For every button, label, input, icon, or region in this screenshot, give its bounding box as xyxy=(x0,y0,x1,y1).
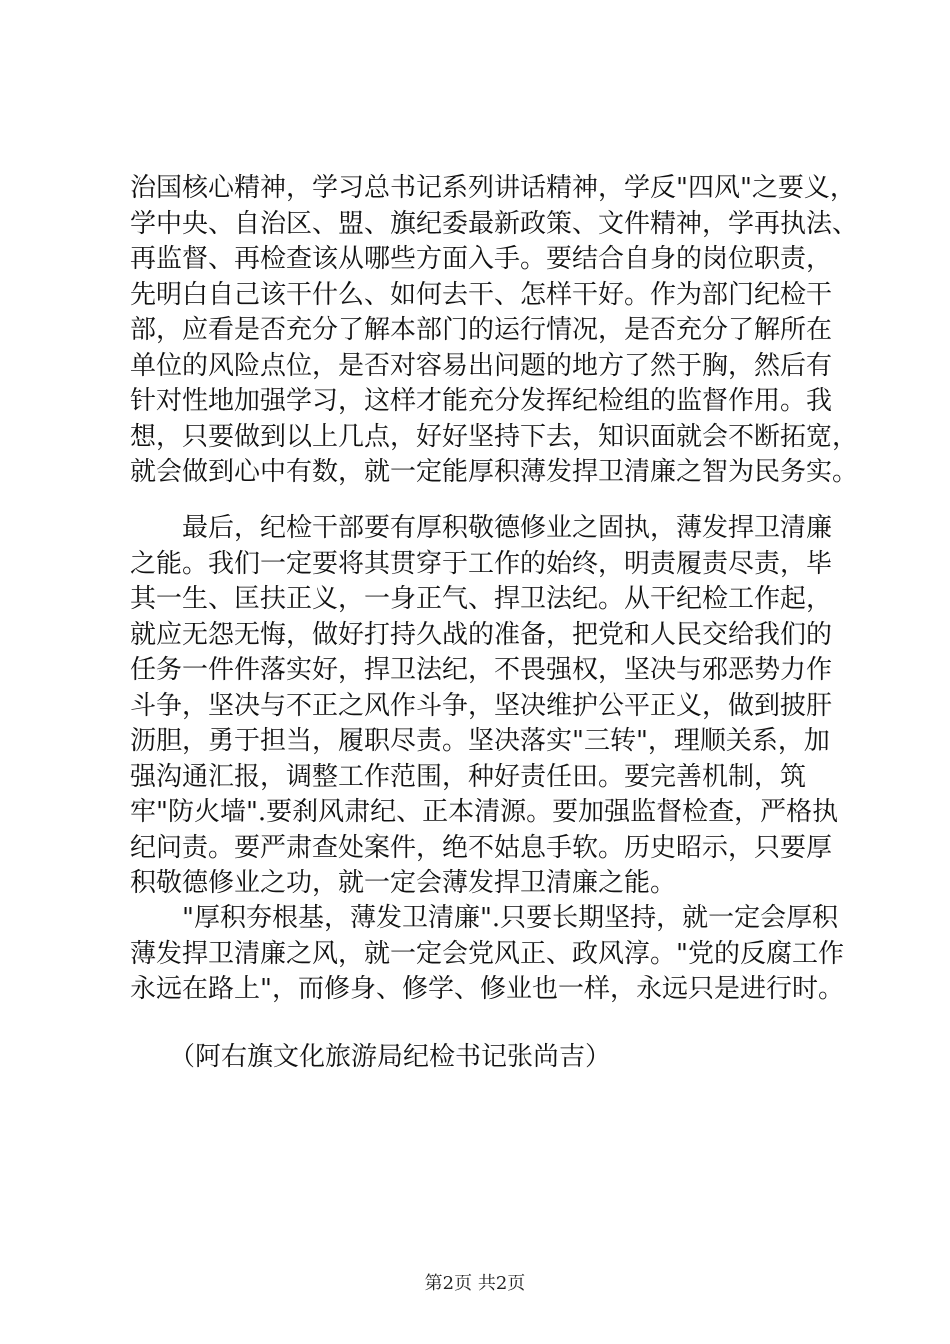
text-line: 学中央、自治区、盟、旗纪委最新政策、文件精神，学再执法、 xyxy=(130,209,859,239)
text-line: 针对性地加强学习，这样才能充分发挥纪检组的监督作用。我 xyxy=(130,386,833,416)
text-line: 纪问责。要严肃查处案件，绝不姑息手软。历史昭示，只要厚 xyxy=(130,833,833,863)
text-line: 积敬德修业之功，就一定会薄发捍卫清廉之能。 xyxy=(130,868,677,898)
text-line: 就会做到心中有数，就一定能厚积薄发捍卫清廉之智为民务实。 xyxy=(130,457,859,487)
text-line: 再监督、再检查该从哪些方面入手。要结合自身的岗位职责， xyxy=(130,244,833,274)
text-line: 其一生、匡扶正义，一身正气、捍卫法纪。从干纪检工作起， xyxy=(130,584,833,614)
text-line: 治国核心精神，学习总书记系列讲话精神，学反"四风"之要义， xyxy=(130,173,856,203)
page-number-footer: 第2页 共2页 xyxy=(424,1273,526,1294)
text-line: 薄发捍卫清廉之风，就一定会党风正、政风淳。"党的反腐工作 xyxy=(130,939,844,969)
text-line: 想，只要做到以上几点，好好坚持下去，知识面就会不断拓宽， xyxy=(130,422,859,452)
text-line: 沥胆，勇于担当，履职尽责。坚决落实"三转"，理顺关系，加 xyxy=(130,726,830,756)
text-line: 强沟通汇报，调整工作范围，种好责任田。要完善机制，筑 xyxy=(130,762,807,792)
text-line: 就应无怨无悔，做好打持久战的准备，把党和人民交给我们的 xyxy=(130,620,833,650)
text-line: 任务一件件落实好，捍卫法纪，不畏强权，坚决与邪恶势力作 xyxy=(130,655,833,685)
text-line: 永远在路上"，而修身、修学、修业也一样，永远只是进行时。 xyxy=(130,974,844,1004)
author-signature: （阿右旗文化旅游局纪检书记张尚吉） xyxy=(130,1042,612,1072)
text-line: 先明白自己该干什么、如何去干、怎样干好。作为部门纪检干 xyxy=(130,280,833,310)
text-line: 牢"防火墙".要刹风肃纪、正本清源。要加强监督检查，严格执 xyxy=(130,797,839,827)
text-line: 斗争，坚决与不正之风作斗争，坚决维护公平正义，做到披肝 xyxy=(130,691,833,721)
text-line: 部，应看是否充分了解本部门的运行情况，是否充分了解所在 xyxy=(130,315,833,345)
text-line: 单位的风险点位，是否对容易出问题的地方了然于胸，然后有 xyxy=(130,351,833,381)
text-line: 之能。我们一定要将其贯穿于工作的始终，明责履责尽责，毕 xyxy=(130,549,833,579)
text-line: 最后，纪检干部要有厚积敬德修业之固执，薄发捍卫清廉 xyxy=(130,513,833,543)
text-line: "厚积夯根基，薄发卫清廉".只要长期坚持，就一定会厚积 xyxy=(130,903,839,933)
